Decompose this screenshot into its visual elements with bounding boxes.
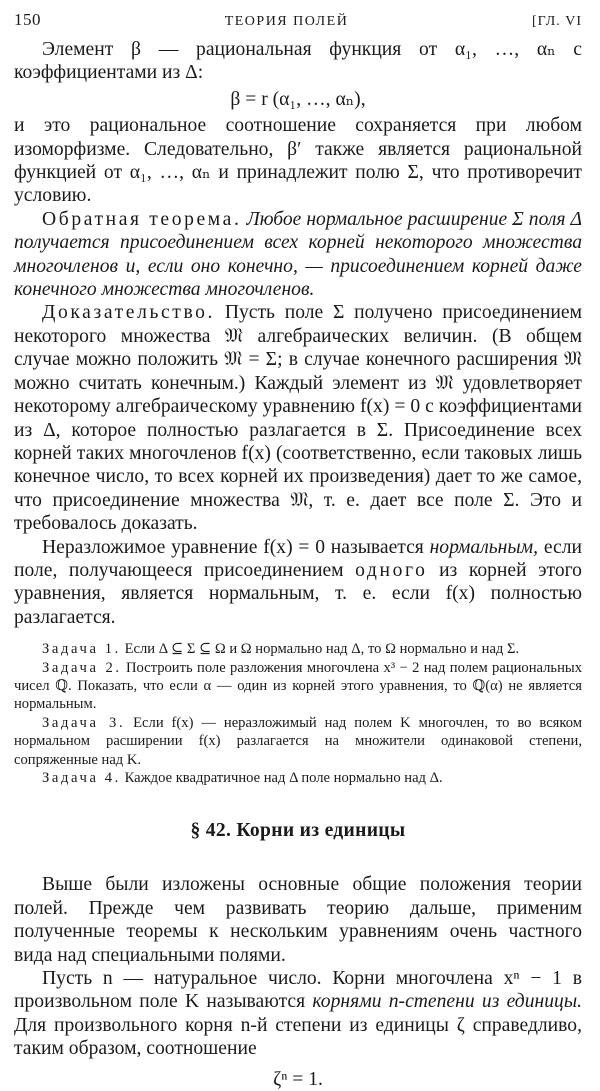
problem-text: Построить поле разложения многочлена x³ − 2 над полем рациональных чисел ℚ. Показать, что если α — один из корней этого уравнения, то ℚ(α) не является нормальным. <box>14 659 582 713</box>
proof-text: Пусть поле Σ получено присоединением некоторого множества 𝔐 алгебраических величин. (В общем случае можно положить 𝔐 = Σ; в случае конечного расширения 𝔐 можно считать конечным.) Каждый элемент из 𝔐 удовлетворяет некоторому алгебраическому уравнению f(x) = 0 с коэффициентами из Δ, которое полностью разлагается в Σ. Присоединение всех корней таких многочленов f(x) (соответственно, если таковых лишь конечное число, то всех корней их произведения) дает то же самое, что присоединение множества 𝔐, т. е. дает все поле Σ. Это и требовалось доказать. <box>14 302 582 535</box>
running-title: ТЕОРИЯ ПОЛЕЙ <box>224 14 349 29</box>
roots-term: корнями n-степени из единицы. <box>312 991 582 1013</box>
section-text <box>14 873 582 1060</box>
definition-text-2: если поле, получающееся присоединением <box>14 536 582 581</box>
problem-text: Если Δ ⊆ Σ ⊆ Ω и Ω нормально над Δ, то Ω нормально и над Σ. <box>124 641 520 658</box>
problem-item <box>14 714 582 769</box>
problem-text: Если f(x) — неразложимый над полем K многочлен, то во всяком нормальном расширении f(x) разлагается на множители одинаковой степени, сопряженные над K. <box>14 714 582 768</box>
problem-item <box>14 769 582 787</box>
definition-emphasis: одного <box>355 559 428 581</box>
paragraph-element-beta: Элемент β — рациональная функция от α₁, …, αₙ с коэффициентами из Δ: <box>14 39 582 84</box>
paragraph-roots-of-unity <box>14 967 582 1061</box>
roots-text-1: Пусть n — натуральное число. Корни многочлена xⁿ − 1 в произвольном поле K называются <box>14 968 582 1013</box>
problem-label: Задача 2. <box>42 659 122 676</box>
main-text <box>14 38 582 629</box>
definition-term: нормальным, <box>429 536 539 558</box>
roots-text-2: Для произвольного корня n-й степени из единицы ζ справедливо, таким образом, соотношение <box>14 1014 582 1060</box>
problem-text: Каждое квадратичное над Δ поле нормально над Δ. <box>124 770 443 786</box>
problem-label: Задача 3. <box>42 714 126 731</box>
normal-equation-definition <box>14 536 582 630</box>
problem-label: Задача 1. <box>42 641 121 658</box>
proof <box>14 301 582 535</box>
theorem-text: Любое нормальное расширение Σ поля Δ получается присоединением всех корней некоторого множества многочленов и, если оно конечно, — присоединением корней даже конечного множества многочленов. <box>14 208 583 301</box>
section-heading: § 42. Корни из единицы <box>190 820 406 842</box>
problems-list <box>14 640 582 787</box>
converse-theorem <box>14 208 582 302</box>
problem-label: Задача 4. <box>42 770 121 786</box>
definition-text-1: Неразложимое уравнение f(x) = 0 называется <box>42 536 424 558</box>
formula-zeta: ζⁿ = 1. <box>273 1068 323 1090</box>
formula-beta: β = r (α₁, …, αₙ), <box>230 88 366 110</box>
definition-text-3: из корней этого уравнения, является нормальным, т. е. если f(x) полностью разлагается. <box>14 559 582 628</box>
paragraph-section-intro: Выше были изложены основные общие положения теории полей. Прежде чем развивать теорию дальше, применим полученные теоремы к нескольким уравнениям очень частного вида над специальными полями. <box>14 874 582 966</box>
problem-item <box>14 659 582 714</box>
paragraph-isomorphism: и это рациональное соотношение сохраняется при любом изоморфизме. Следовательно, β′ также является рациональной функцией от α₁, …, αₙ и принадлежит полю Σ, что противоречит условию. <box>14 115 582 207</box>
theorem-label: Обратная теорема. <box>42 208 242 230</box>
page-number: 150 <box>14 10 41 29</box>
chapter-label: [ГЛ. VI <box>532 14 582 29</box>
problem-item <box>14 640 582 658</box>
running-head <box>14 10 582 38</box>
proof-label: Доказательство. <box>42 302 216 324</box>
